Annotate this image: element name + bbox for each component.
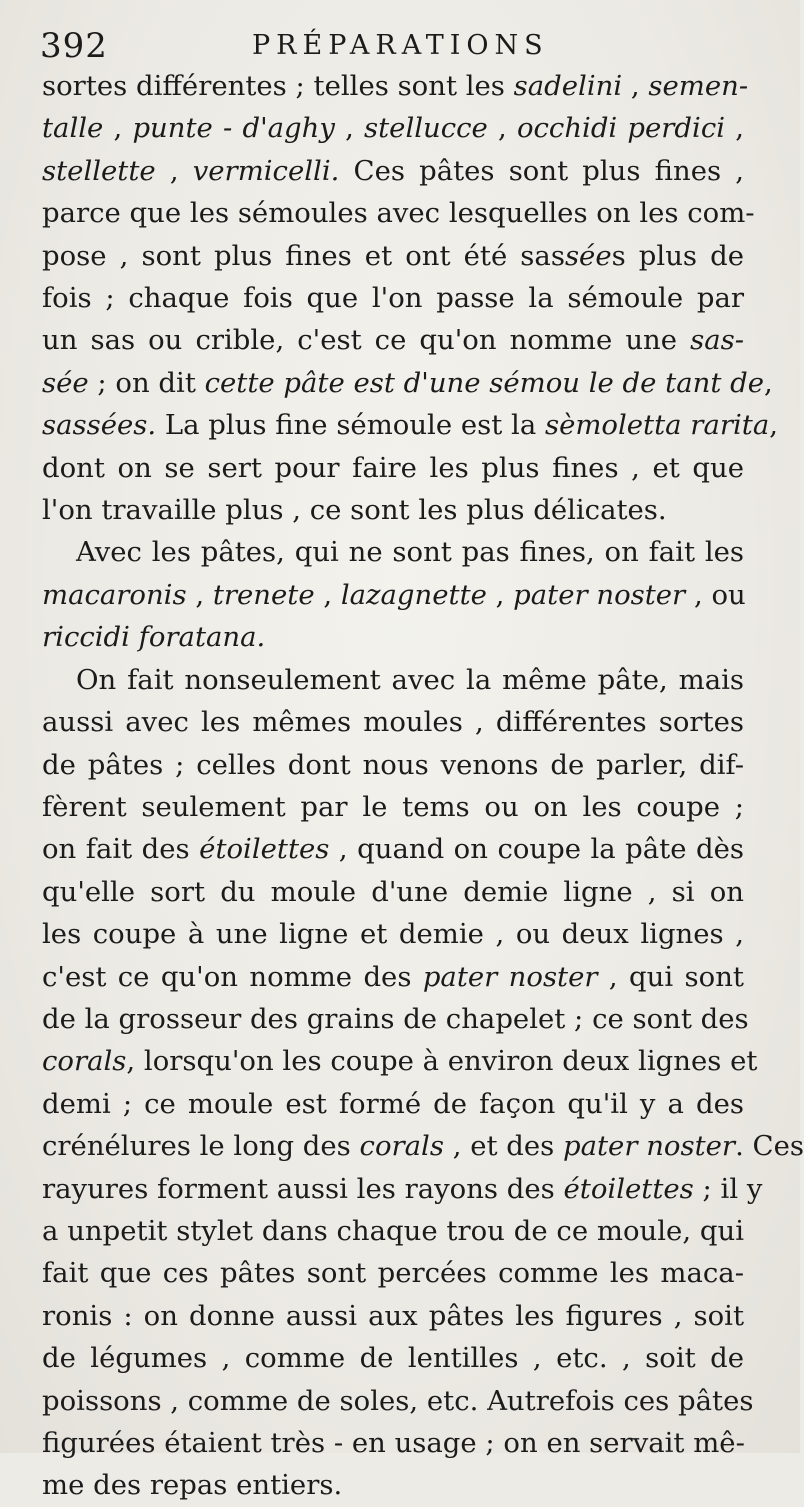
text-line: fois ; chaque fois que l'on passe la sémoule par: [42, 282, 744, 315]
text-line: fait que ces pâtes sont percées comme les maca-: [42, 1257, 744, 1290]
text-line: ronis : on donne aussi aux pâtes les figures , soit: [42, 1299, 744, 1332]
text-line: poissons , comme de soles, etc. Autrefois ces pâtes: [42, 1384, 754, 1417]
text-line: fèrent seulement par le tems ou on les coupe ;: [42, 790, 744, 823]
text-body: [42, 65, 804, 1507]
text-line: aussi avec les mêmes moules , différentes sortes: [42, 706, 744, 739]
text-line: figurées étaient très - en usage ; on en servait mê-: [42, 1427, 745, 1459]
text-line: sassées. La plus fine sémoule est la sèmoletta rarita,: [42, 409, 778, 442]
paragraph: [42, 65, 778, 531]
text-line: macaronis , trenete , lazagnette , pater noster , ou: [42, 578, 746, 611]
text-line: sortes différentes ; telles sont les sadelini , semen-: [42, 70, 749, 102]
text-line: rayures forment aussi les rayons des étoilettes ; il y: [42, 1172, 763, 1205]
text-line: demi ; ce moule est formé de façon qu'il y a des: [42, 1087, 744, 1120]
text-line: a unpetit stylet dans chaque trou de ce moule, qui: [42, 1214, 744, 1247]
text-line: talle , punte - d'aghy , stellucce , occhidi perdici ,: [42, 112, 744, 145]
text-line: de légumes , comme de lentilles , etc. , soit de: [42, 1342, 744, 1375]
text-line: parce que les sémoules avec lesquelles on les com-: [42, 197, 755, 230]
text-line: sée ; on dit cette pâte est d'une sémou le de tant de,: [42, 366, 773, 399]
paragraph: [42, 659, 804, 1507]
text-line: pose , sont plus fines et ont été sassées plus de: [42, 239, 744, 272]
text-line: un sas ou crible, c'est ce qu'on nomme une sas-: [42, 324, 744, 357]
text-line: de la grosseur des grains de chapelet ; ce sont des: [42, 1002, 749, 1035]
text-line: crénélures le long des corals , et des pater noster. Ces: [42, 1130, 804, 1163]
text-line: l'on travaille plus , ce sont les plus délicates.: [42, 494, 667, 527]
text-line: de pâtes ; celles dont nous venons de parler, dif-: [42, 748, 744, 781]
text-line: dont on se sert pour faire les plus fines , et que: [42, 451, 744, 484]
paragraph: [42, 531, 744, 658]
running-header: [40, 22, 760, 68]
text-line: On fait nonseulement avec la même pâte, mais: [76, 663, 744, 696]
text-line: qu'elle sort du moule d'une demie ligne , si on: [42, 875, 744, 908]
text-line: c'est ce qu'on nomme des pater noster , qui sont: [42, 960, 744, 993]
text-line: me des repas entiers.: [42, 1469, 343, 1502]
text-line: stellette , vermicelli. Ces pâtes sont plus fines ,: [42, 154, 744, 187]
page-number: 392: [40, 26, 108, 66]
running-title: PRÉPARATIONS: [252, 30, 549, 61]
text-line: corals, lorsqu'on les coupe à environ deux lignes et: [42, 1045, 758, 1078]
text-line: les coupe à une ligne et demie , ou deux lignes ,: [42, 918, 744, 951]
text-line: riccidi foratana.: [42, 621, 266, 654]
text-line: Avec les pâtes, qui ne sont pas fines, on fait les: [76, 536, 744, 569]
text-line: on fait des étoilettes , quand on coupe la pâte dès: [42, 833, 744, 866]
